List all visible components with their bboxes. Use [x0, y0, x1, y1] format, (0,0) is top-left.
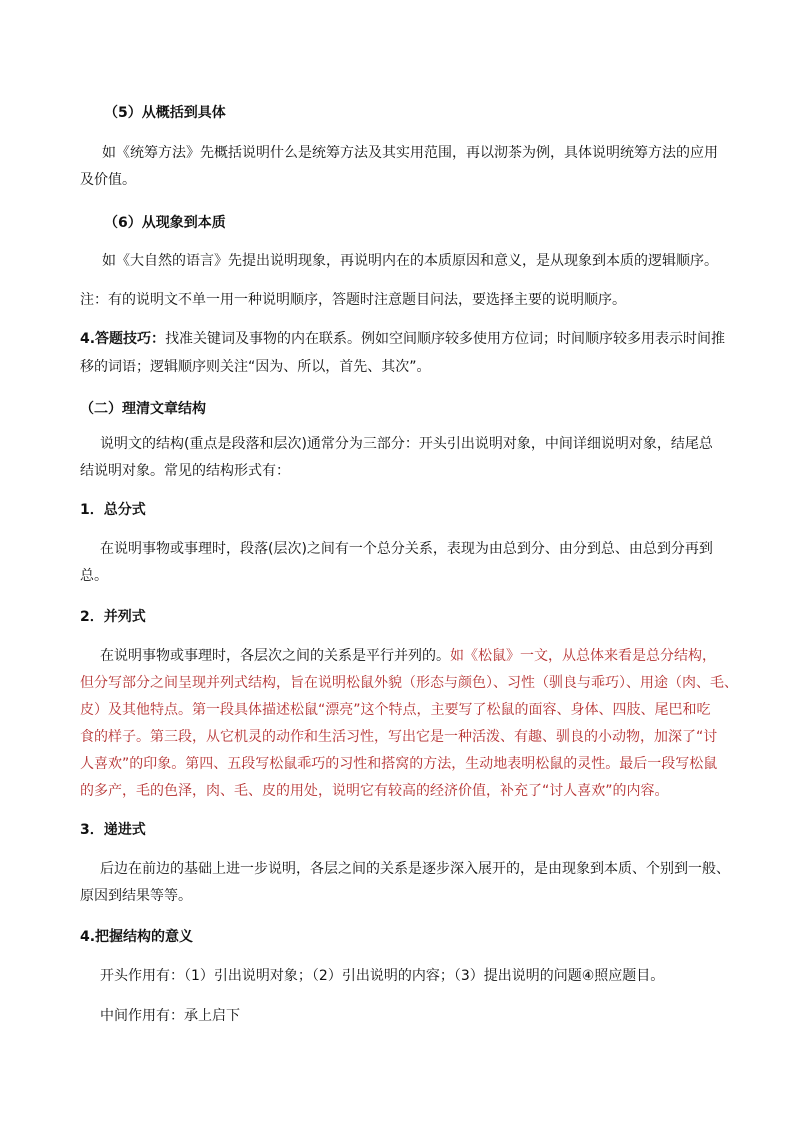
paragraph-line: 后边在前边的基础上进一步说明，各层之间的关系是逐步深入展开的，是由现象到本质、个别到一般、	[100, 861, 730, 877]
paragraph-line: 如《大自然的语言》先提出说明现象，再说明内在的本质原因和意义，是从现象到本质的逻辑顺序。	[102, 253, 718, 269]
paragraph-line: 原因到结果等等。	[80, 888, 192, 904]
answering-tips-label: 4.答题技巧：	[80, 331, 166, 347]
heading-structure-meaning: 4.把握结构的意义	[80, 929, 194, 945]
squirrel-example-line: 但分写部分之间呈现并列式结构，旨在说明松鼠外貌（形态与颜色）、习性（驯良与乖巧）、用途（肉、毛、	[80, 675, 738, 691]
paragraph-line: 及价值。	[80, 172, 136, 188]
heading-parallel-type: 2．并列式	[80, 609, 146, 625]
paragraph-line: 结说明对象。常见的结构形式有：	[80, 463, 290, 479]
paragraph-line	[100, 646, 716, 666]
heading-from-phenomenon-to-essence: （6）从现象到本质	[104, 215, 226, 231]
heading-from-general-to-specific: （5）从概括到具体	[104, 105, 226, 121]
squirrel-example-text: 如《松鼠》一文，从总体来看是总分结构，	[450, 648, 716, 664]
paragraph-line: 总。	[80, 568, 108, 584]
answering-tips-text: 找准关键词及事物的内在联系。例如空间顺序较多使用方位词；时间顺序较多用表示时间推	[165, 331, 726, 347]
answering-tips-line	[80, 329, 725, 349]
paragraph-line: 开头作用有：（1）引出说明对象；（2）引出说明的内容；（3）提出说明的问题④照应题目。	[100, 968, 665, 984]
paragraph-line: 中间作用有：承上启下	[100, 1008, 240, 1024]
heading-general-division-type: 1．总分式	[80, 502, 146, 518]
section-heading-structure: （二）理清文章结构	[80, 401, 206, 417]
paragraph-line: 移的词语；逻辑顺序则关注“因为、所以，首先、其次”。	[80, 359, 431, 375]
squirrel-example-line: 皮）及其他特点。第一段具体描述松鼠“漂亮”这个特点，主要写了松鼠的面容、身体、四肢、尾巴和吃	[80, 702, 711, 718]
squirrel-example-line: 人喜欢”的印象。第四、五段写松鼠乖巧的习性和搭窝的方法，生动地表明松鼠的灵性。最后一段写松鼠	[80, 756, 718, 772]
note-line: 注：有的说明文不单一用一种说明顺序，答题时注意题目问法，要选择主要的说明顺序。	[80, 292, 626, 308]
paragraph-line: 如《统筹方法》先概括说明什么是统筹方法及其实用范围，再以沏茶为例，具体说明统筹方法的应用	[102, 145, 718, 161]
squirrel-example-line: 食的样子。第三段，从它机灵的动作和生活习性，写出它是一种活泼、有趣、驯良的小动物，加深了“讨	[80, 729, 718, 745]
squirrel-example-line: 的多产，毛的色泽，肉、毛、皮的用处，说明它有较高的经济价值，补充了“讨人喜欢”的内容。	[80, 783, 669, 799]
paragraph-line: 说明文的结构(重点是段落和层次)通常分为三部分：开头引出说明对象，中间详细说明对象，结尾总	[100, 436, 713, 452]
heading-progressive-type: 3．递进式	[80, 822, 146, 838]
paragraph-line: 在说明事物或事理时，段落(层次)之间有一个总分关系，表现为由总到分、由分到总、由总到分再到	[100, 541, 713, 557]
parallel-definition-text: 在说明事物或事理时，各层次之间的关系是平行并列的。	[100, 648, 450, 664]
